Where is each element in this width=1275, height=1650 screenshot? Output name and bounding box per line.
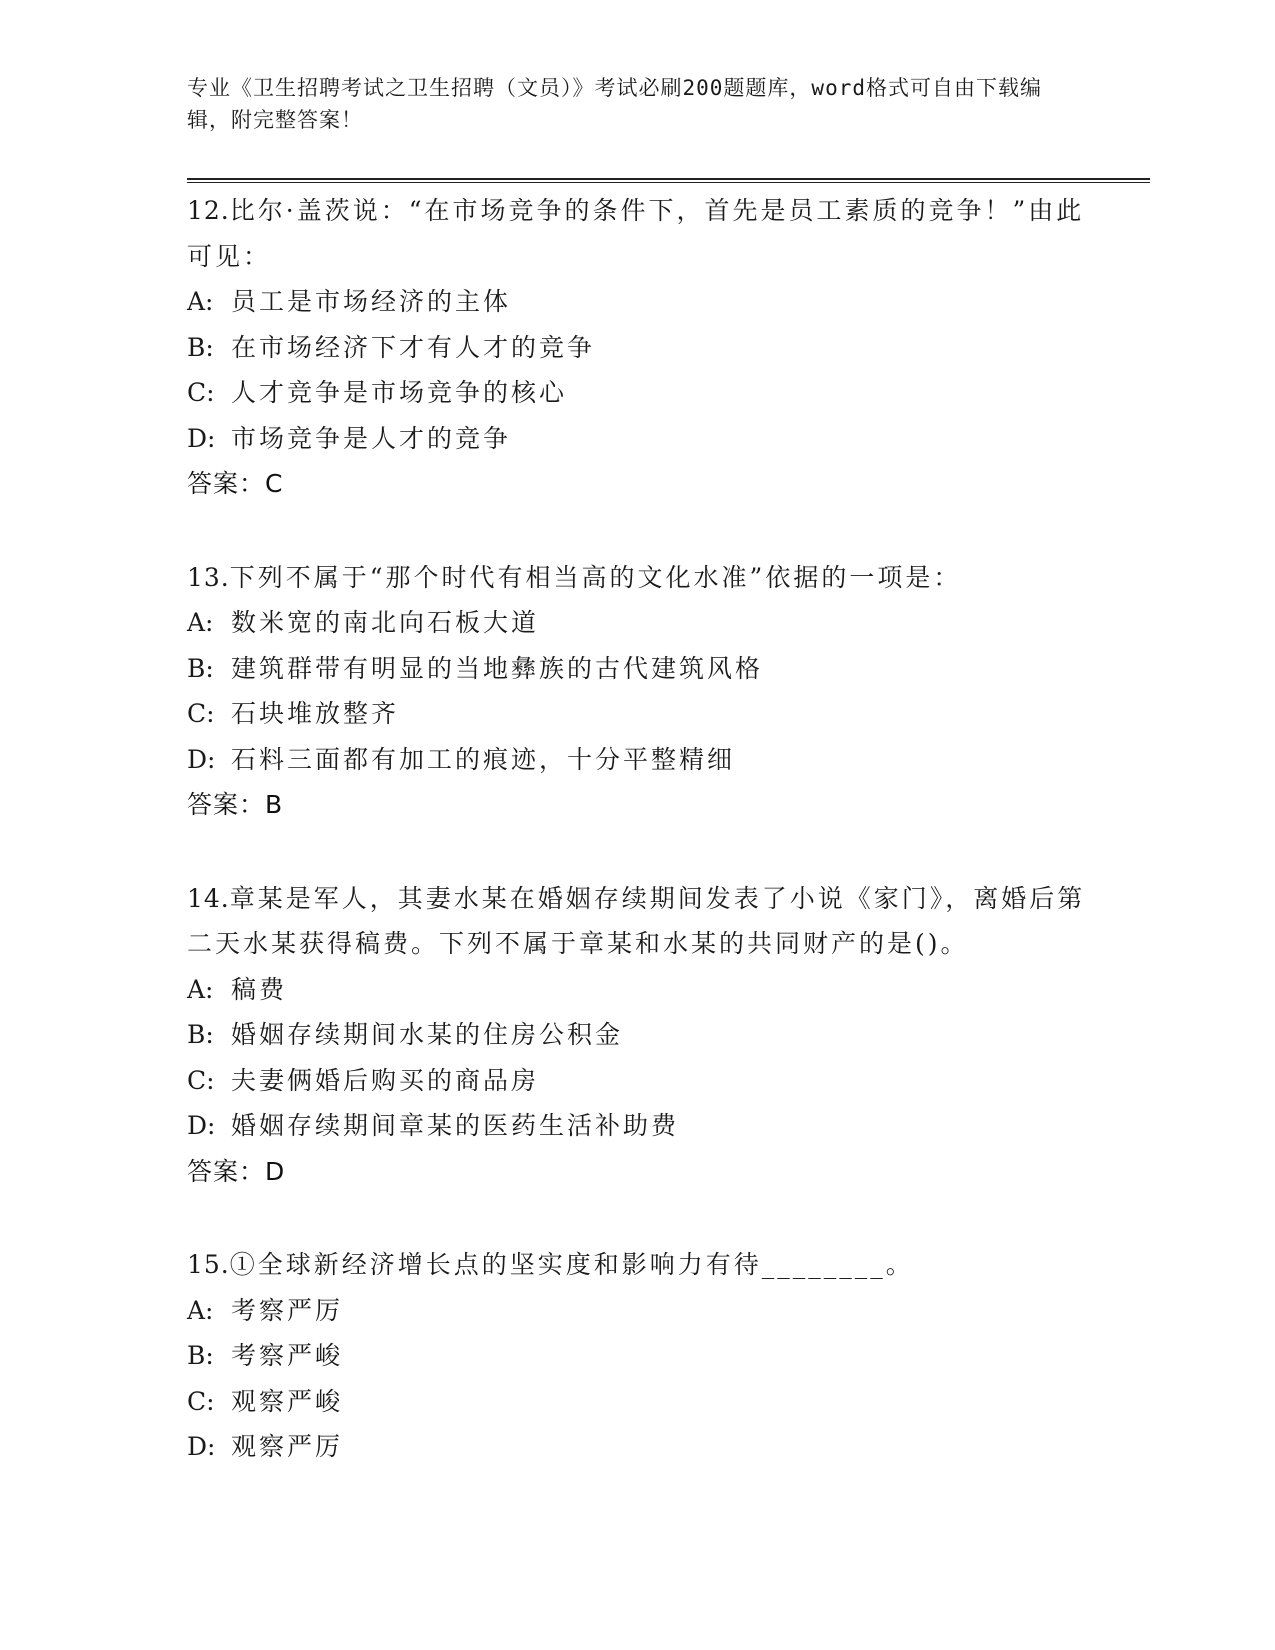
option-letter: D: (187, 744, 216, 774)
option-text: 夫妻俩婚后购买的商品房 (231, 1065, 540, 1095)
option-d (187, 737, 1087, 783)
option-c (187, 370, 1087, 416)
option-a (187, 1288, 1087, 1334)
question-number: 15. (187, 1250, 230, 1279)
question-number: 14. (187, 883, 230, 913)
answer-line: 答案：C (187, 469, 284, 498)
option-letter: A: (187, 287, 214, 316)
question-stem (187, 1242, 1087, 1288)
option-c (187, 691, 1087, 737)
question-text: 章某是军人，其妻水某在婚姻存续期间发表了小说《家门》，离婚后第二天水某获得稿费。下列不属于章某和水某的共同财产的是()。 (187, 883, 1086, 958)
option-c (187, 1379, 1087, 1425)
option-text: 婚姻存续期间水某的住房公积金 (231, 1020, 624, 1049)
question-15 (187, 1242, 1087, 1470)
question-13 (187, 555, 1087, 828)
question-text: 下列不属于“那个时代有相当高的文化水准”依据的一项是： (229, 562, 962, 592)
option-letter: D: (187, 423, 216, 453)
option-d (187, 1424, 1087, 1470)
question-stem (187, 555, 1087, 601)
option-letter: C: (187, 378, 215, 407)
option-text: 建筑群带有明显的当地彝族的古代建筑风格 (231, 653, 764, 683)
option-text: 在市场经济下才有人才的竞争 (231, 332, 596, 362)
option-letter: B: (187, 653, 214, 683)
option-letter: B: (187, 1020, 214, 1049)
option-text: 考察严峻 (231, 1341, 344, 1370)
option-text: 数米宽的南北向石板大道 (231, 608, 540, 637)
option-d (187, 416, 1087, 462)
header-divider (187, 178, 1150, 183)
option-letter: A: (187, 608, 214, 637)
option-text: 市场竞争是人才的竞争 (231, 423, 512, 453)
option-text: 考察严厉 (231, 1295, 344, 1325)
question-text: ①全球新经济增长点的坚实度和影响力有待________。 (229, 1250, 914, 1279)
option-d (187, 1103, 1087, 1149)
option-letter: A: (187, 1295, 214, 1325)
option-letter: C: (187, 1065, 215, 1095)
option-text: 人才竞争是市场竞争的核心 (231, 378, 568, 407)
option-letter: C: (187, 699, 215, 728)
option-letter: B: (187, 1341, 214, 1370)
answer-line: 答案：B (187, 790, 284, 819)
option-a (187, 600, 1087, 646)
option-text: 观察严厉 (231, 1432, 344, 1461)
option-b (187, 646, 1087, 692)
question-12 (187, 188, 1087, 507)
option-text: 石料三面都有加工的痕迹，十分平整精细 (231, 744, 736, 774)
option-a (187, 967, 1087, 1013)
question-stem (187, 876, 1087, 967)
question-stem (187, 188, 1087, 279)
option-letter: B: (187, 332, 214, 362)
option-text: 员工是市场经济的主体 (231, 287, 512, 316)
option-letter: D: (187, 1111, 216, 1140)
option-letter: A: (187, 974, 214, 1004)
document-header: 专业《卫生招聘考试之卫生招聘（文员）》考试必刷200题题库，word格式可自由下载编辑，附完整答案！ (187, 76, 1042, 132)
option-letter: C: (187, 1386, 215, 1416)
answer-line: 答案：D (187, 1156, 286, 1186)
option-c (187, 1058, 1087, 1104)
option-text: 稿费 (231, 974, 288, 1004)
option-letter: D: (187, 1432, 216, 1461)
option-text: 婚姻存续期间章某的医药生活补助费 (231, 1111, 680, 1140)
option-text: 观察严峻 (231, 1386, 344, 1416)
question-14 (187, 876, 1087, 1195)
question-text: 比尔·盖茨说：“在市场竞争的条件下，首先是员工素质的竞争！”由此可见： (187, 196, 1085, 271)
question-list (187, 188, 1087, 1470)
option-b (187, 1012, 1087, 1058)
option-a (187, 279, 1087, 325)
option-b (187, 1333, 1087, 1379)
question-number: 13. (187, 562, 230, 592)
question-number: 12. (187, 196, 230, 225)
option-text: 石块堆放整齐 (231, 699, 400, 728)
option-b (187, 325, 1087, 371)
